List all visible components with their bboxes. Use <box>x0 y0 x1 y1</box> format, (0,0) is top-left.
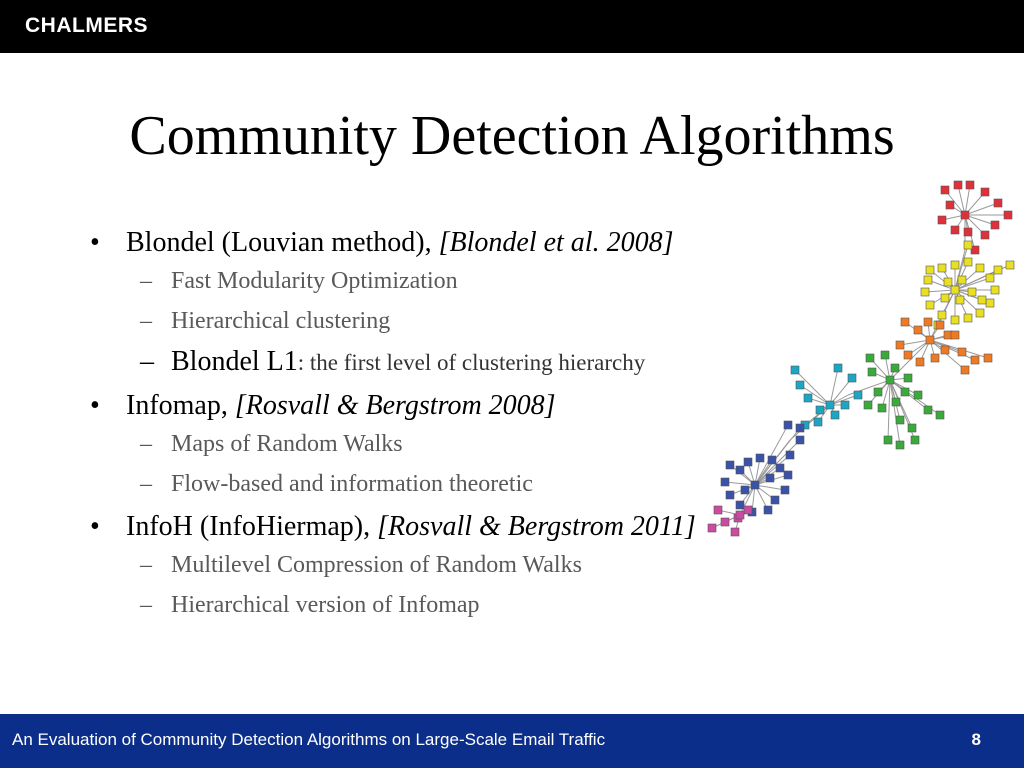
graph-node <box>956 296 964 304</box>
graph-node <box>714 506 722 514</box>
graph-node <box>926 336 934 344</box>
graph-edge <box>755 485 785 490</box>
graph-node <box>874 388 882 396</box>
graph-node <box>721 478 729 486</box>
graph-node <box>976 264 984 272</box>
graph-node <box>964 241 972 249</box>
graph-node <box>938 311 946 319</box>
graph-node <box>744 458 752 466</box>
graph-node <box>892 398 900 406</box>
graph-node <box>741 486 749 494</box>
graph-node <box>924 318 932 326</box>
graph-node <box>708 524 716 532</box>
sub-bullet: – Flow-based and information theoretic <box>140 471 533 497</box>
graph-node <box>968 288 976 296</box>
graph-node <box>914 326 922 334</box>
graph-node <box>796 424 804 432</box>
graph-edge <box>888 380 890 440</box>
graph-node <box>736 501 744 509</box>
graph-node <box>924 406 932 414</box>
sub-bullet-text: Hierarchical clustering <box>171 308 391 334</box>
graph-node <box>938 216 946 224</box>
graph-node <box>784 471 792 479</box>
graph-node <box>994 199 1002 207</box>
graph-node <box>904 351 912 359</box>
graph-node <box>941 186 949 194</box>
graph-node <box>736 511 744 519</box>
chalmers-logo: CHALMERS <box>25 14 148 37</box>
graph-node <box>1004 211 1012 219</box>
graph-node <box>901 318 909 326</box>
graph-node <box>796 436 804 444</box>
top-bar <box>0 0 1024 53</box>
bullet-text: InfoH (InfoHiermap), <box>126 511 378 542</box>
graph-node <box>951 331 959 339</box>
graph-node <box>924 276 932 284</box>
graph-edge <box>725 482 755 485</box>
graph-node <box>866 354 874 362</box>
graph-node <box>986 274 994 282</box>
citation: [Rosvall & Bergstrom 2011] <box>377 511 696 542</box>
sub-bullet-text: Fast Modularity Optimization <box>171 268 458 294</box>
graph-node <box>981 231 989 239</box>
graph-node <box>978 296 986 304</box>
graph-node <box>816 406 824 414</box>
graph-node <box>941 294 949 302</box>
graph-node <box>951 261 959 269</box>
graph-node <box>916 358 924 366</box>
sub-bullet-blondel-l1: – Blondel L1: the first level of clustering hierarchy <box>140 346 646 377</box>
page-number: 8 <box>971 730 981 749</box>
graph-node <box>994 266 1002 274</box>
sub-bullet-text: Maps of Random Walks <box>171 431 403 457</box>
graph-node <box>951 286 959 294</box>
graph-node <box>731 528 739 536</box>
graph-node <box>896 441 904 449</box>
graph-node <box>991 221 999 229</box>
graph-node <box>771 496 779 504</box>
graph-node <box>841 401 849 409</box>
sub-bullet-rest: : the first level of clustering hierarchy <box>297 350 646 375</box>
community-network-graph <box>700 175 1024 545</box>
slide-title: Community Detection Algorithms <box>129 105 895 167</box>
graph-node <box>736 466 744 474</box>
graph-node <box>721 518 729 526</box>
sub-bullet: – Multilevel Compression of Random Walks <box>140 552 582 578</box>
graph-node <box>896 416 904 424</box>
bullet-infoh <box>90 510 790 544</box>
graph-node <box>964 314 972 322</box>
graph-node <box>911 436 919 444</box>
graph-node <box>784 421 792 429</box>
graph-node <box>984 354 992 362</box>
graph-node <box>831 411 839 419</box>
graph-node <box>964 228 972 236</box>
graph-node <box>936 321 944 329</box>
graph-node <box>976 309 984 317</box>
graph-node <box>864 401 872 409</box>
graph-node <box>766 474 774 482</box>
graph-node <box>936 411 944 419</box>
graph-node <box>891 364 899 372</box>
sub-bullet-text: Flow-based and information theoretic <box>171 471 533 497</box>
footer-bar <box>0 714 1024 768</box>
graph-node <box>826 401 834 409</box>
sub-bullet-lead: Blondel L1 <box>171 346 298 377</box>
graph-node <box>776 464 784 472</box>
graph-node <box>768 456 776 464</box>
graph-node <box>986 299 994 307</box>
sub-bullet: – Maps of Random Walks <box>140 431 403 457</box>
graph-node <box>814 418 822 426</box>
graph-node <box>941 346 949 354</box>
graph-node <box>921 288 929 296</box>
graph-node <box>958 276 966 284</box>
graph-node <box>964 258 972 266</box>
graph-node <box>931 354 939 362</box>
bullet-dot: • <box>90 227 100 258</box>
graph-node <box>914 391 922 399</box>
graph-node <box>926 266 934 274</box>
graph-node <box>764 506 772 514</box>
sub-bullet: – Hierarchical clustering <box>140 308 391 334</box>
graph-node <box>791 366 799 374</box>
graph-node <box>961 366 969 374</box>
citation: [Blondel et al. 2008] <box>438 227 674 258</box>
graph-node <box>904 374 912 382</box>
graph-node <box>756 454 764 462</box>
graph-node <box>966 181 974 189</box>
graph-node <box>951 316 959 324</box>
graph-node <box>938 264 946 272</box>
graph-node <box>726 491 734 499</box>
graph-node <box>868 368 876 376</box>
graph-node <box>896 341 904 349</box>
graph-node <box>954 181 962 189</box>
sub-bullet: – Hierarchical version of Infomap <box>140 592 480 618</box>
graph-node <box>804 394 812 402</box>
graph-node <box>958 348 966 356</box>
graph-node <box>901 388 909 396</box>
sub-bullet-text: Multilevel Compression of Random Walks <box>171 552 582 578</box>
graph-node <box>726 461 734 469</box>
bullet-infomap <box>90 389 790 423</box>
graph-node <box>884 436 892 444</box>
graph-node <box>981 188 989 196</box>
graph-node <box>951 226 959 234</box>
footer-title: An Evaluation of Community Detection Algorithms on Large-Scale Email Traffic <box>12 730 606 749</box>
graph-node <box>834 364 842 372</box>
graph-node <box>751 481 759 489</box>
graph-node <box>854 391 862 399</box>
graph-node <box>781 486 789 494</box>
graph-node <box>796 381 804 389</box>
graph-node <box>848 374 856 382</box>
bullet-dot: • <box>90 511 100 542</box>
sub-bullet: – Fast Modularity Optimization <box>140 268 458 294</box>
graph-node <box>886 376 894 384</box>
graph-node <box>908 424 916 432</box>
graph-edge <box>925 290 955 292</box>
graph-node <box>786 451 794 459</box>
graph-node <box>744 506 752 514</box>
citation: [Rosvall & Bergstrom 2008] <box>234 390 556 421</box>
bullet-list <box>90 226 790 631</box>
bullet-dot: • <box>90 390 100 421</box>
graph-node <box>961 211 969 219</box>
graph-node <box>1006 261 1014 269</box>
graph-node <box>946 201 954 209</box>
graph-node <box>944 278 952 286</box>
bullet-text: Blondel (Louvian method), <box>126 227 439 258</box>
bullet-blondel <box>90 226 790 260</box>
graph-node <box>926 301 934 309</box>
bullet-text: Infomap, <box>126 390 235 421</box>
graph-node <box>881 351 889 359</box>
graph-node <box>991 286 999 294</box>
sub-bullet-text: Hierarchical version of Infomap <box>171 592 480 618</box>
graph-node <box>971 356 979 364</box>
graph-node <box>878 404 886 412</box>
